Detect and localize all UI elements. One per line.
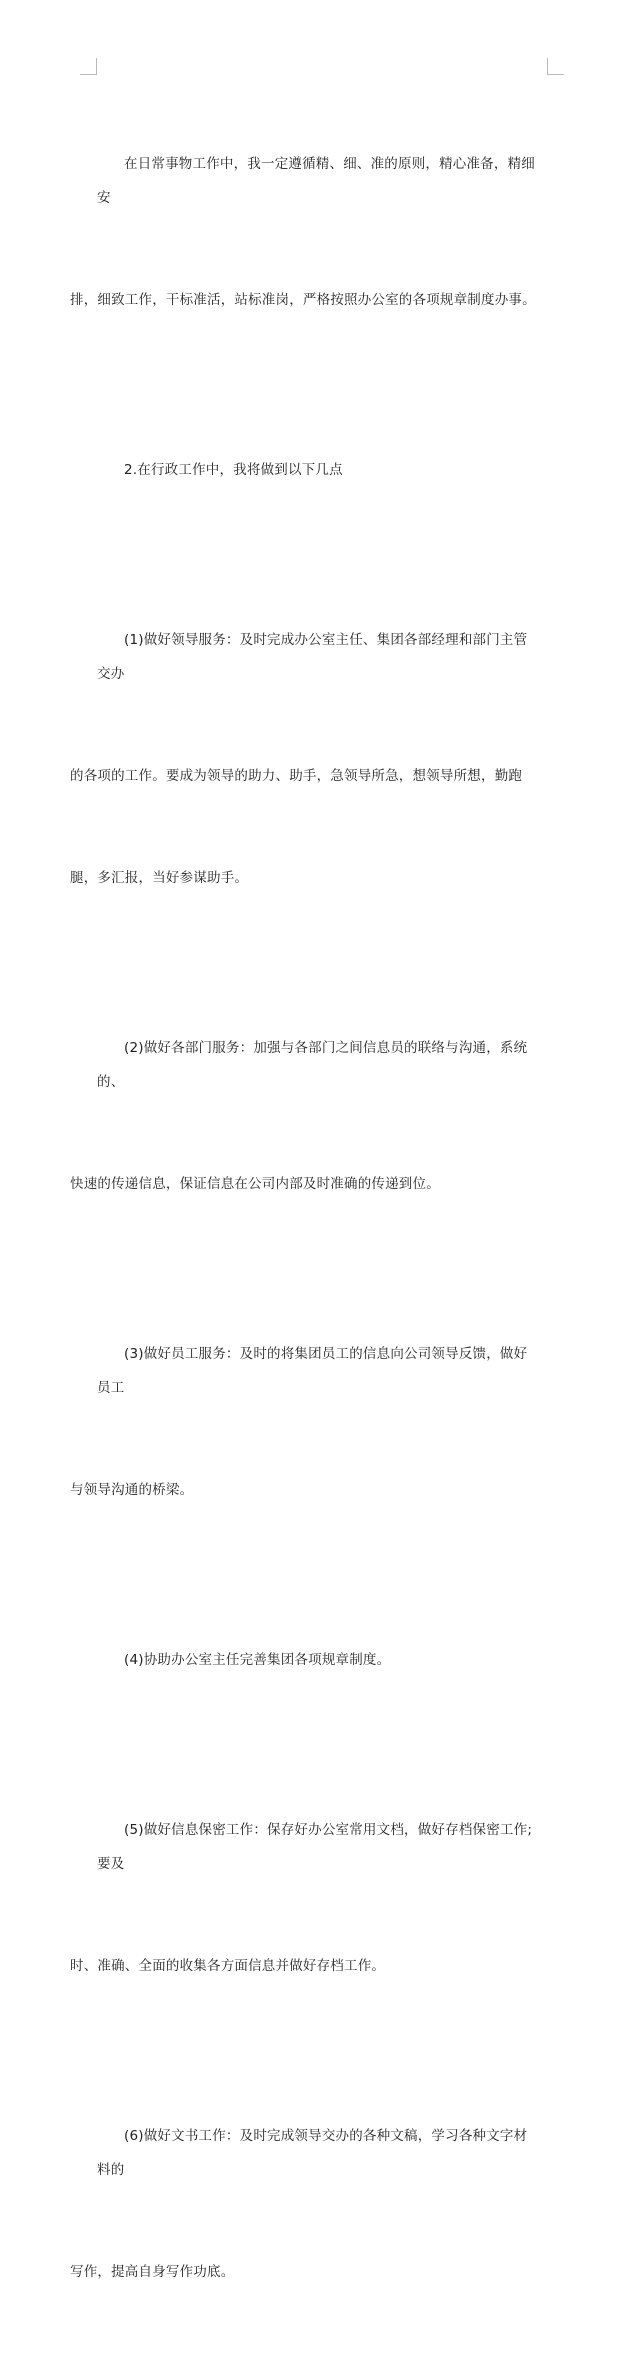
- text-line: 快速的传递信息，保证信息在公司内部及时准确的传递到位。: [70, 1176, 440, 1192]
- paragraph: [70, 79, 537, 385]
- paragraph: [97, 385, 537, 555]
- paragraph: [70, 1269, 537, 1575]
- text-line: (4)协助办公室主任完善集团各项规章制度。: [124, 1652, 391, 1668]
- paragraph: [70, 963, 537, 1269]
- text-line: 与领导沟通的桥梁。: [70, 1482, 194, 1498]
- page-margin-corner-top-right: [547, 58, 564, 75]
- paragraph: [70, 2051, 537, 2357]
- paragraph: [97, 1575, 537, 1745]
- document-body[interactable]: [70, 79, 537, 2357]
- text-line: 的各项的工作。要成为领导的助力、助手，急领导所急，想领导所想，勤跑: [70, 768, 523, 784]
- text-line: (1)做好领导服务：及时完成办公室主任、集团各部经理和部门主管交办: [97, 632, 528, 682]
- text-line: 排，细致工作，干标准活，站标准岗，严格按照办公室的各项规章制度办事。: [70, 292, 536, 308]
- text-line: 时、准确、全面的收集各方面信息并做好存档工作。: [70, 1958, 386, 1974]
- paragraph: [70, 555, 537, 963]
- text-line: 腿，多汇报，当好参谋助手。: [70, 870, 249, 886]
- text-line: (6)做好文书工作：及时完成领导交办的各种文稿，学习各种文字材料的: [97, 2128, 528, 2178]
- text-line: (3)做好员工服务：及时的将集团员工的信息向公司领导反馈，做好员工: [97, 1346, 528, 1396]
- text-line: (5)做好信息保密工作：保存好办公室常用文档，做好存档保密工作;要及: [97, 1822, 533, 1872]
- page-margin-corner-top-left: [80, 58, 97, 75]
- paragraph: [70, 1745, 537, 2051]
- text-line: (2)做好各部门服务：加强与各部门之间信息员的联络与沟通，系统的、: [97, 1040, 528, 1090]
- text-line: 2.在行政工作中，我将做到以下几点: [124, 462, 343, 478]
- text-line: 写作，提高自身写作功底。: [70, 2264, 235, 2280]
- text-line: 在日常事物工作中，我一定遵循精、细、准的原则，精心准备，精细安: [97, 156, 535, 206]
